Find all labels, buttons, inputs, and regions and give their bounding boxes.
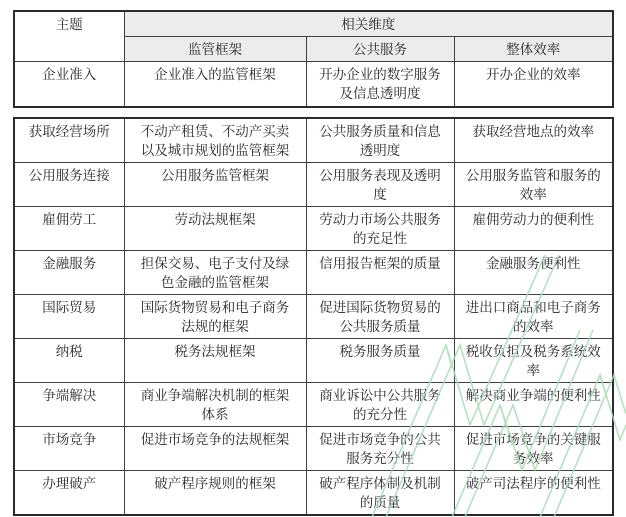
column-header-regulatory: 监管框架 [124,37,306,62]
table-row [14,206,613,250]
topic-cell: 国际贸易 [14,294,124,338]
table-row [14,294,613,338]
efficiency-cell: 金融服务便利性 [454,250,613,294]
efficiency-cell: 破产司法程序的便利性 [454,470,613,515]
table-row [14,162,613,206]
topic-cell: 纳税 [14,338,124,382]
column-header-public-service: 公共服务 [306,37,454,62]
public-service-cell: 劳动力市场公共服务的充足性 [306,206,454,250]
regulatory-cell: 国际货物贸易和电子商务法规的框架 [124,294,306,338]
efficiency-cell: 税收负担及税务系统效率 [454,338,613,382]
regulatory-cell: 公用服务监管框架 [124,162,306,206]
topic-cell: 市场竞争 [14,426,124,470]
public-service-cell: 公共服务质量和信息透明度 [306,118,454,163]
regulatory-cell: 税务法规框架 [124,338,306,382]
efficiency-cell: 进出口商品和电子商务的效率 [454,294,613,338]
regulatory-cell: 担保交易、电子支付及绿色金融的监管框架 [124,250,306,294]
regulatory-cell: 促进市场竞争的法规框架 [124,426,306,470]
public-service-cell: 税务服务质量 [306,338,454,382]
efficiency-cell: 雇佣劳动力的便利性 [454,206,613,250]
efficiency-cell: 开办企业的效率 [454,62,613,107]
dimensions-table-bottom [13,117,614,516]
dimensions-table-top [13,10,614,108]
regulatory-cell: 破产程序规则的框架 [124,470,306,515]
topic-header: 主题 [14,11,124,62]
topic-cell: 雇佣劳工 [14,206,124,250]
column-header-efficiency: 整体效率 [454,37,613,62]
topic-cell: 办理破产 [14,470,124,515]
public-service-cell: 开办企业的数字服务及信息透明度 [306,62,454,107]
topic-cell: 金融服务 [14,250,124,294]
public-service-cell: 商业诉讼中公共服务的充分性 [306,382,454,426]
topic-cell: 企业准入 [14,62,124,107]
public-service-cell: 公用服务表现及透明度 [306,162,454,206]
public-service-cell: 促进国际货物贸易的公共服务质量 [306,294,454,338]
dimensions-header: 相关维度 [124,11,613,37]
efficiency-cell: 解决商业争端的便利性 [454,382,613,426]
regulatory-cell: 劳动法规框架 [124,206,306,250]
table-row [14,470,613,515]
table-row [14,62,613,107]
public-service-cell: 信用报告框架的质量 [306,250,454,294]
regulatory-cell: 不动产租赁、不动产买卖以及城市规划的监管框架 [124,118,306,163]
table-header-row-1 [14,11,613,37]
efficiency-cell: 获取经营地点的效率 [454,118,613,163]
table-row [14,250,613,294]
public-service-cell: 破产程序体制及机制的质量 [306,470,454,515]
regulatory-cell: 企业准入的监管框架 [124,62,306,107]
table-row [14,338,613,382]
table-row [14,382,613,426]
efficiency-cell: 促进市场竞争的关键服务效率 [454,426,613,470]
topic-cell: 公用服务连接 [14,162,124,206]
efficiency-cell: 公用服务监管和服务的效率 [454,162,613,206]
topic-cell: 获取经营场所 [14,118,124,163]
topic-cell: 争端解决 [14,382,124,426]
table-row [14,426,613,470]
regulatory-cell: 商业争端解决机制的框架体系 [124,382,306,426]
public-service-cell: 促进市场竞争的公共服务充分性 [306,426,454,470]
table-row [14,118,613,163]
